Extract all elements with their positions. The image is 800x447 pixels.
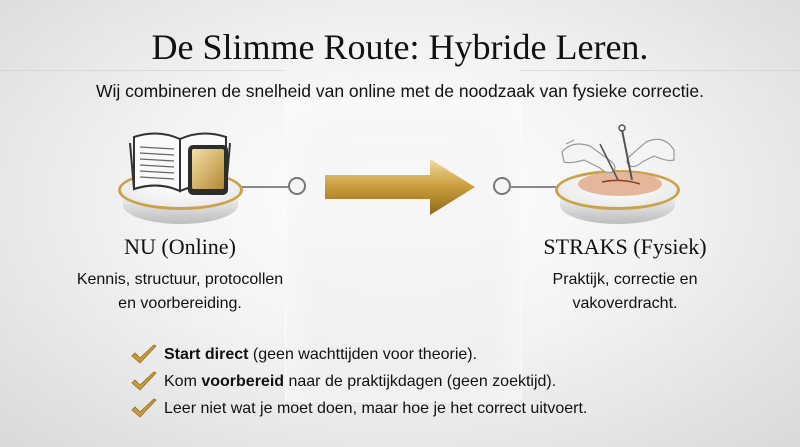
left-description-line: Kennis, structuur, protocollen xyxy=(76,271,284,288)
checklist-item xyxy=(130,368,750,395)
background-line xyxy=(0,70,285,71)
checklist-text: Leer niet wat je moet doen, maar hoe je het correct uitvoert. xyxy=(164,399,588,417)
left-description xyxy=(40,268,320,316)
arrow-right-icon xyxy=(325,159,475,215)
left-heading: NU (Online) xyxy=(124,234,236,259)
right-description-line: Praktijk, correctie en xyxy=(552,271,698,288)
checkmark-icon xyxy=(130,371,158,393)
checkmark-icon xyxy=(130,398,158,420)
page-subtitle: Wij combineren de snelheid van online met de noodzaak van fysieke correctie. xyxy=(96,81,704,101)
right-heading: STRAKS (Fysiek) xyxy=(543,234,707,259)
left-connector-line xyxy=(242,186,292,188)
benefits-checklist xyxy=(130,341,750,422)
left-description-line: en voorbereiding. xyxy=(118,295,242,312)
book-tablet-icon xyxy=(128,125,236,197)
right-description xyxy=(500,268,750,316)
right-description-line: vakoverdracht. xyxy=(572,295,678,312)
page-title: De Slimme Route: Hybride Leren. xyxy=(151,27,649,67)
checklist-text: Kom voorbereid naar de praktijkdagen (geen zoektijd). xyxy=(164,372,557,390)
left-connector-node xyxy=(288,177,306,195)
right-connector-line xyxy=(509,186,559,188)
gloved-hands-suture-icon xyxy=(560,122,678,202)
checklist-text: Start direct (geen wachttijden voor theorie). xyxy=(164,345,478,363)
background-line xyxy=(520,70,800,71)
checklist-item xyxy=(130,341,750,368)
checkmark-icon xyxy=(130,344,158,366)
checklist-item xyxy=(130,395,750,422)
